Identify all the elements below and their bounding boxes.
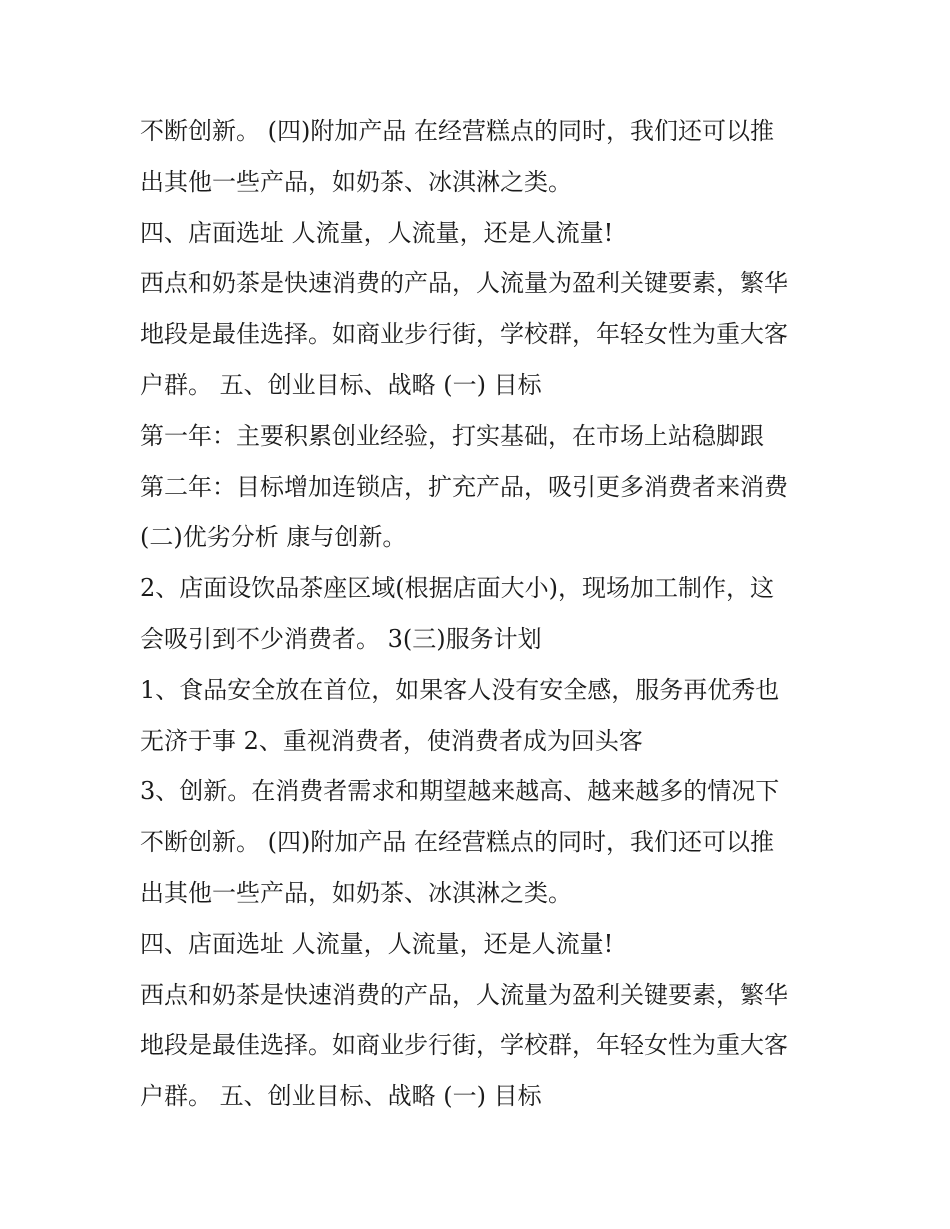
text-line: 出其他一些产品，如奶茶、冰淇淋之类。 <box>140 167 572 196</box>
text-line: 地段是最佳选择。如商业步行街，学校群，年轻女性为重大客 <box>140 1031 788 1060</box>
text-line: 1、食品安全放在首位，如果客人没有安全感，服务再优秀也 <box>140 675 780 704</box>
text-line: 四、店面选址 人流量，人流量，还是人流量! <box>140 218 614 247</box>
text-line: 西点和奶茶是快速消费的产品，人流量为盈利关键要素，繁华 <box>140 269 788 298</box>
document-body <box>140 106 830 1122</box>
text-line: 第一年：主要积累创业经验，打实基础，在市场上站稳脚跟 <box>140 421 764 450</box>
text-line: 户群。 五、创业目标、战略 (一) 目标 <box>140 1082 542 1111</box>
text-line: (二)优劣分析 康与创新。 <box>140 523 407 552</box>
text-line: 无济于事 2、重视消费者，使消费者成为回头客 <box>140 726 643 755</box>
text-line: 会吸引到不少消费者。 3(三)服务计划 <box>140 624 542 653</box>
text-line: 3、创新。在消费者需求和期望越来越高、越来越多的情况下 <box>140 777 780 806</box>
text-line: 户群。 五、创业目标、战略 (一) 目标 <box>140 370 542 399</box>
text-line: 不断创新。 (四)附加产品 在经营糕点的同时，我们还可以推 <box>140 117 774 145</box>
text-line: 出其他一些产品，如奶茶、冰淇淋之类。 <box>140 878 572 907</box>
text-line: 地段是最佳选择。如商业步行街，学校群，年轻女性为重大客 <box>140 320 788 349</box>
text-line: 不断创新。 (四)附加产品 在经营糕点的同时，我们还可以推 <box>140 828 774 857</box>
text-line: 西点和奶茶是快速消费的产品，人流量为盈利关键要素，繁华 <box>140 980 788 1009</box>
text-line: 四、店面选址 人流量，人流量，还是人流量! <box>140 929 614 958</box>
text-line: 第二年：目标增加连锁店，扩充产品，吸引更多消费者来消费 <box>140 472 788 501</box>
text-line: 2、店面设饮品茶座区域(根据店面大小)，现场加工制作，这 <box>140 574 774 603</box>
